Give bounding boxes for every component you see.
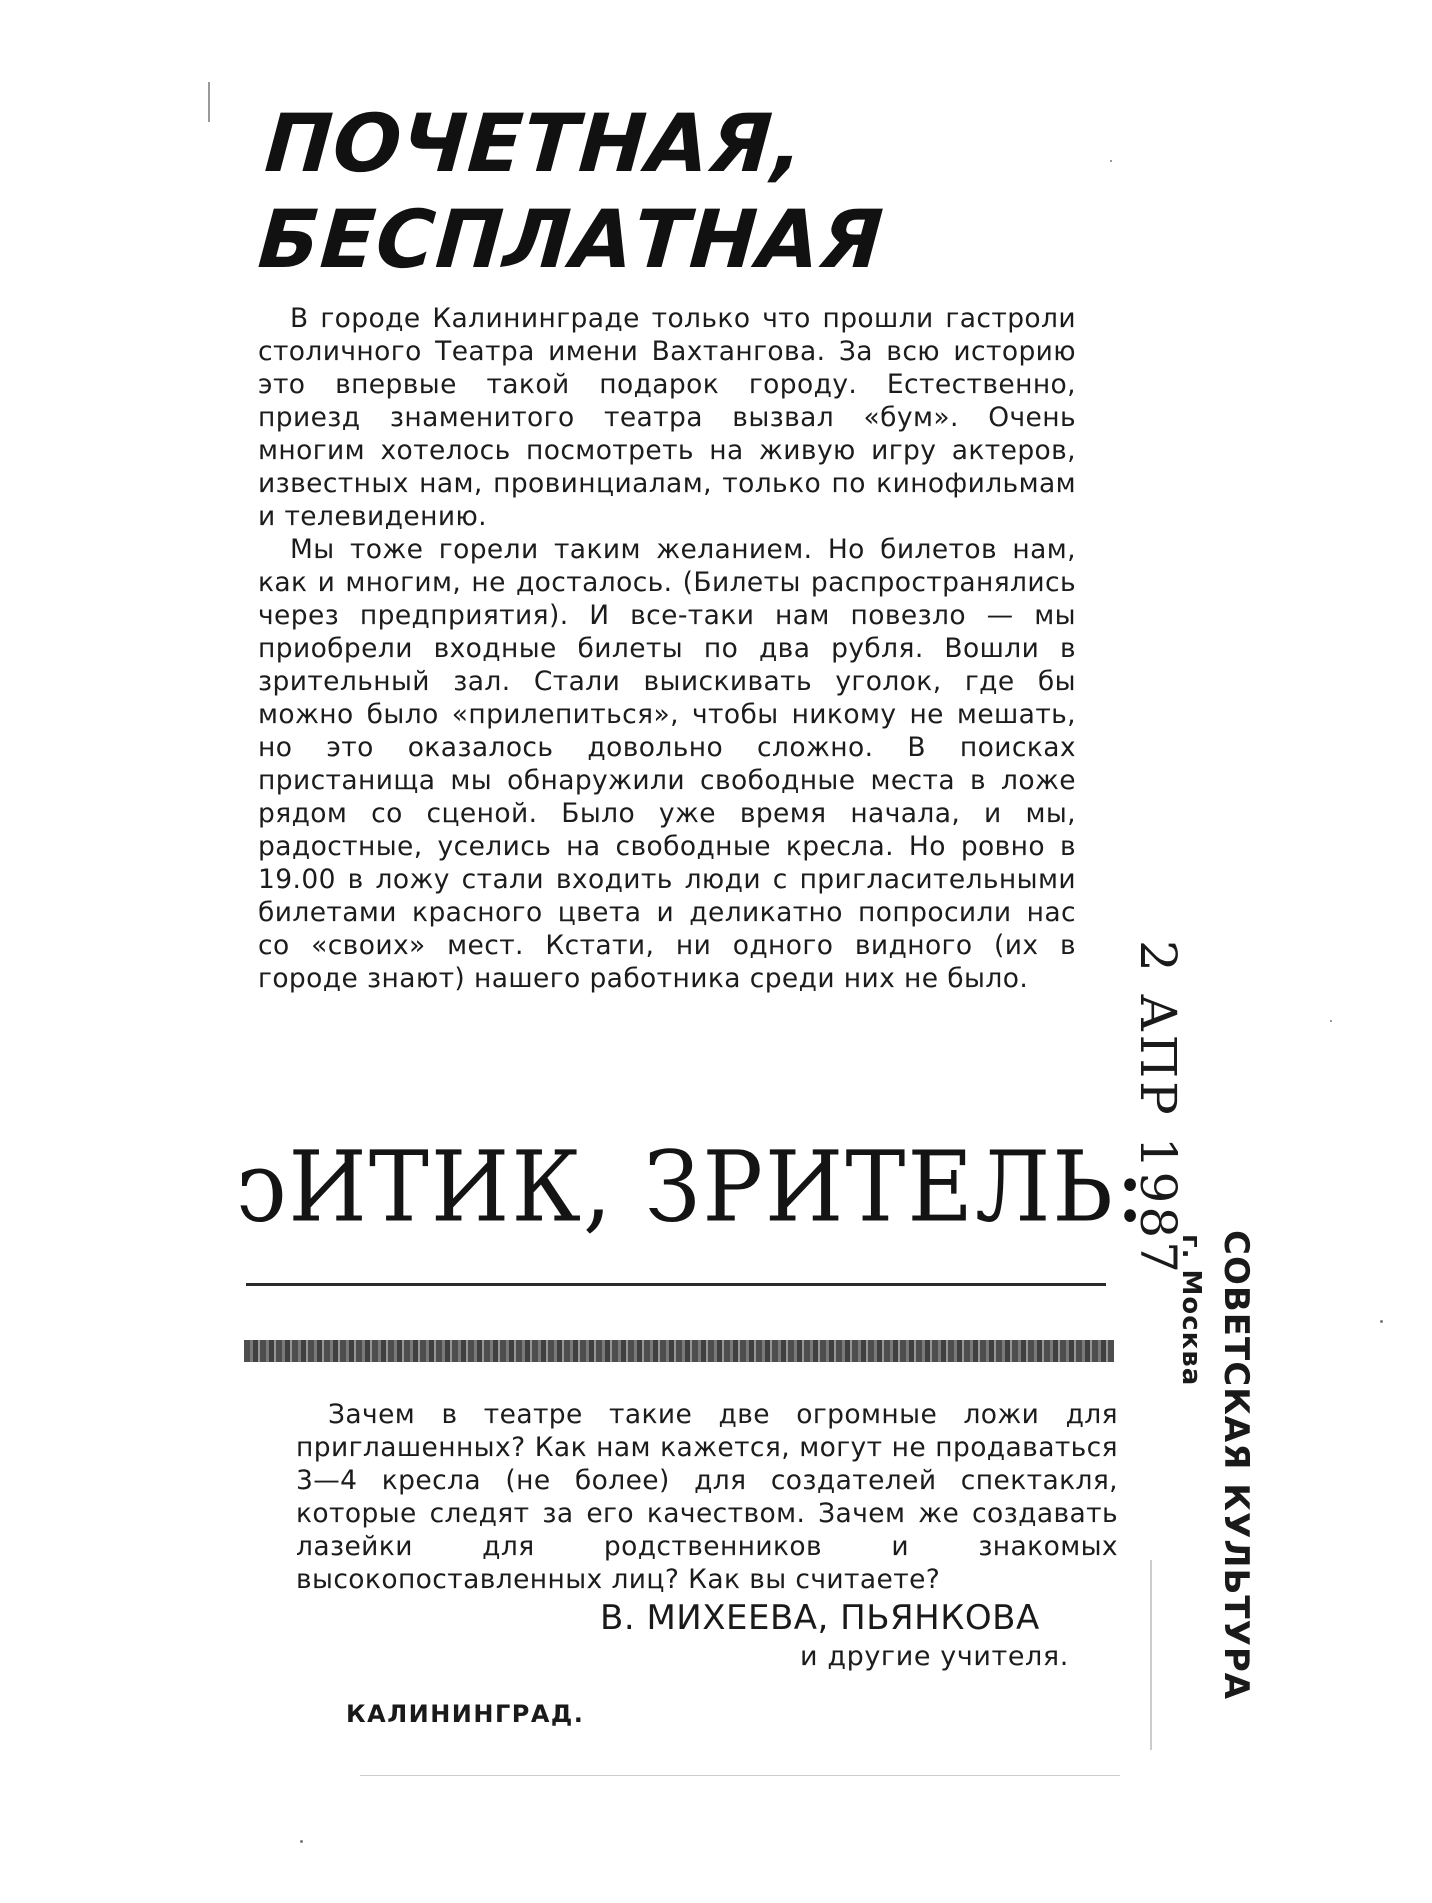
article-paragraph: Мы тоже горели таким желанием. Но билетов нам, как и многим, не досталось. (Билеты распространялись через предприятия). И все-таки нам повезло — мы приобрели входные билеты по два рубля. Вошли в зрительный зал. Стали выискивать уголок, где бы можно было «прилепиться», чтобы никому не мешать, но это оказалось довольно сложно. В поисках пристанища мы обнаружили свободные места в ложе рядом со сценой. Было уже время начала, и мы, радостные, уселись на свободные кресла. Но ровно в 19.00 в ложу стали входить люди с пригласительными билетами красного цвета и деликатно попросили нас со «своих» мест. Кстати, ни одного видного (их в городе знают) нашего работника среди них не было. (258, 534, 1076, 994)
newspaper-name: СОВЕТСКАЯ КУЛЬТУРА (1216, 1230, 1256, 1701)
date-stamp: 2 АПР 1987 (1129, 940, 1187, 1276)
newspaper-city: г. Москва (1176, 1234, 1206, 1387)
scan-speck (1330, 1020, 1332, 1022)
scan-speck (1110, 160, 1112, 162)
author-signature-sub: и другие учителя. (800, 1641, 1069, 1672)
scan-edge-mark (208, 82, 210, 122)
headline-line-1: ПОЧЕТНАЯ, (262, 97, 808, 190)
section-band-title: ͻИТИК, ЗРИТЕЛЬ: (236, 1130, 1148, 1245)
author-signature: В. МИХЕЕВА, ПЬЯНКОВА (600, 1598, 1040, 1638)
article-headline (255, 96, 893, 288)
article-body-bottom (296, 1398, 1118, 1596)
section-rule-thick (244, 1340, 1114, 1362)
dateline-city: КАЛИНИНГРАД. (346, 1700, 585, 1728)
article-paragraph: В городе Калининграде только что прошли гастроли столичного Театра имени Вахтангова. За всю историю это впервые такой подарок городу. Естественно, приезд знаменитого театра вызвал «бум». Очень многим хотелось посмотреть на живую игру актеров, известных нам, провинциалам, только по кинофильмам и телевидению. (258, 303, 1076, 532)
newspaper-stamp (1176, 1230, 1256, 1700)
scan-edge-mark (360, 1775, 1120, 1776)
article-body-top (258, 302, 1076, 995)
scan-speck (300, 1840, 303, 1843)
section-rule-thin (246, 1283, 1106, 1286)
scan-speck (1380, 1320, 1383, 1323)
scan-edge-mark (1150, 1560, 1152, 1750)
article-paragraph: Зачем в театре такие две огромные ложи для приглашенных? Как нам кажется, могут не продаваться 3—4 кресла (не более) для создателей спектакля, которые следят за его качеством. Зачем же создавать лазейки для родственников и знакомых высокопоставленных лиц? Как вы считаете? (296, 1399, 1118, 1595)
headline-line-2: БЕСПЛАТНАЯ (255, 193, 887, 286)
